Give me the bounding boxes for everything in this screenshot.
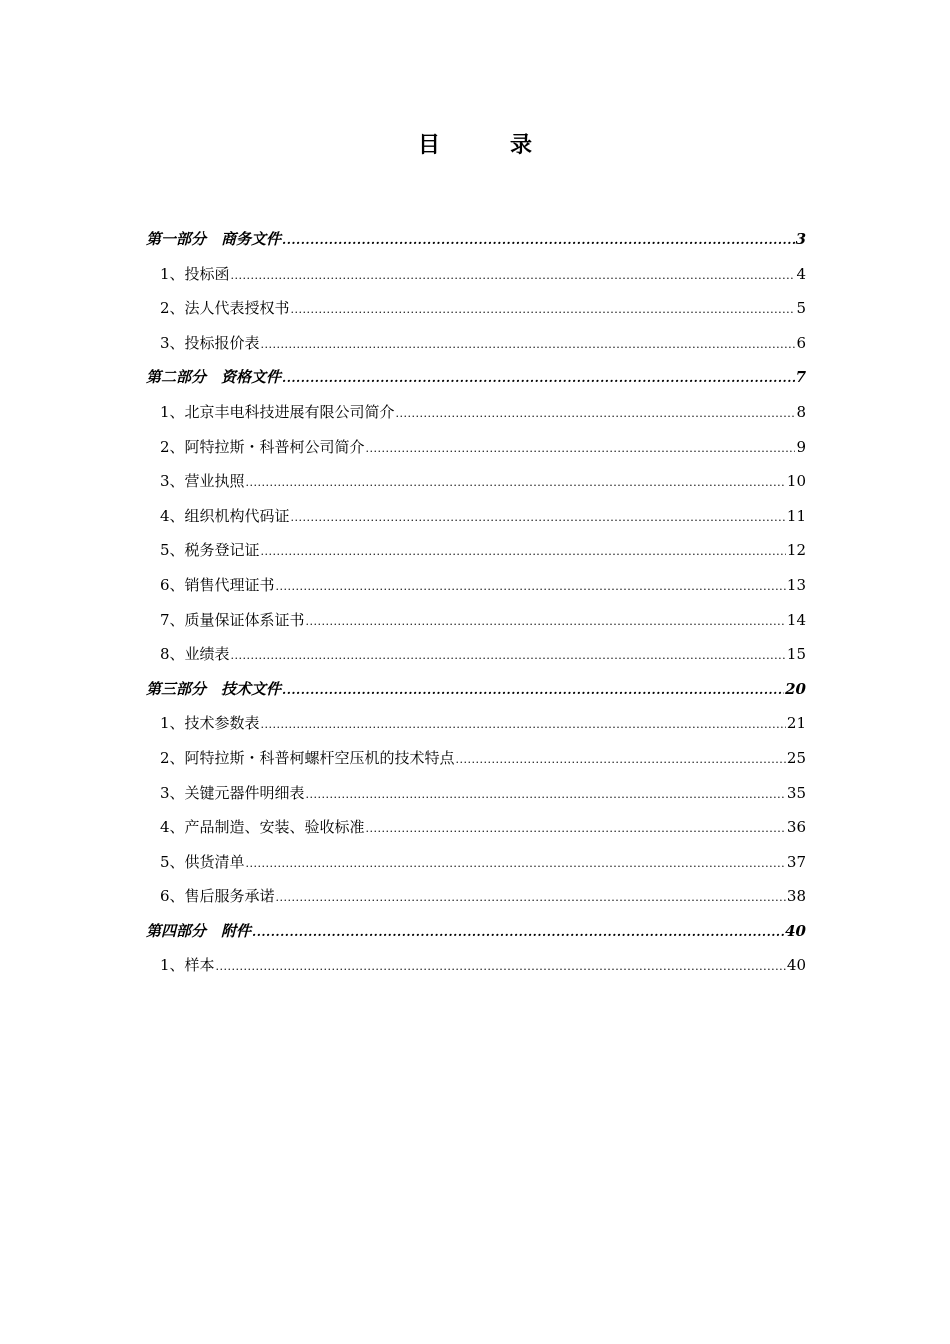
toc-page-number: 35 <box>786 783 806 802</box>
toc-dot-leader <box>261 708 786 743</box>
toc-part-entry[interactable] <box>146 360 806 395</box>
toc-dot-leader <box>396 397 796 432</box>
toc-dot-leader <box>246 466 786 501</box>
toc-dot-leader <box>282 223 795 258</box>
toc-item-entry[interactable] <box>146 499 806 534</box>
toc-item-entry[interactable] <box>146 291 806 326</box>
toc-dot-leader <box>246 847 786 882</box>
toc-item-entry[interactable] <box>146 637 806 672</box>
toc-entry-label: 第三部分 技术文件 <box>146 679 282 698</box>
toc-dot-leader <box>216 950 786 985</box>
toc-entry-label: 3、投标报价表 <box>160 333 260 352</box>
toc-page-number: 40 <box>786 956 806 975</box>
toc-entry-label: 2、阿特拉斯・科普柯公司简介 <box>160 437 365 456</box>
toc-page-number: 40 <box>785 921 806 940</box>
toc-page-number: 12 <box>786 541 806 560</box>
toc-item-entry[interactable] <box>146 533 806 568</box>
toc-dot-leader <box>231 639 786 674</box>
toc-entry-label: 3、营业执照 <box>160 472 245 491</box>
toc-entry-label: 1、投标函 <box>160 264 230 283</box>
toc-entry-label: 1、技术参数表 <box>160 714 260 733</box>
toc-page-number: 38 <box>786 887 806 906</box>
toc-dot-leader <box>366 812 786 847</box>
toc-item-entry[interactable] <box>146 810 806 845</box>
toc-entry-label: 4、产品制造、安装、验收标准 <box>160 818 365 837</box>
toc-page-number: 11 <box>786 506 806 525</box>
toc-entry-label: 第四部分 附件 <box>146 921 252 940</box>
toc-page-number: 10 <box>786 472 806 491</box>
toc-entry-label: 1、样本 <box>160 956 215 975</box>
toc-item-entry[interactable] <box>146 845 806 880</box>
toc-page-number: 25 <box>786 748 806 767</box>
toc-entry-label: 5、供货清单 <box>160 852 245 871</box>
table-of-contents <box>146 222 806 983</box>
toc-page-number: 13 <box>786 575 806 594</box>
toc-dot-leader <box>282 673 784 708</box>
toc-item-entry[interactable] <box>146 948 806 983</box>
toc-item-entry[interactable] <box>146 879 806 914</box>
toc-dot-leader <box>306 605 786 640</box>
toc-page-number: 7 <box>795 368 806 387</box>
page-title: 目 录 <box>417 132 556 158</box>
toc-item-entry[interactable] <box>146 741 806 776</box>
toc-entry-label: 4、组织机构代码证 <box>160 506 290 525</box>
toc-dot-leader <box>276 881 786 916</box>
toc-dot-leader <box>291 501 786 536</box>
toc-entry-label: 7、质量保证体系证书 <box>160 610 305 629</box>
toc-page-number: 8 <box>796 402 806 421</box>
toc-dot-leader <box>231 259 796 294</box>
toc-page-number: 36 <box>786 818 806 837</box>
toc-page-number: 21 <box>786 714 806 733</box>
toc-page-number: 4 <box>796 264 806 283</box>
toc-dot-leader <box>261 328 796 363</box>
toc-entry-label: 2、法人代表授权书 <box>160 299 290 318</box>
toc-page-number: 20 <box>785 679 806 698</box>
toc-page-number: 5 <box>796 299 806 318</box>
toc-page-number: 37 <box>786 852 806 871</box>
toc-entry-label: 5、税务登记证 <box>160 541 260 560</box>
toc-dot-leader <box>276 570 786 605</box>
toc-dot-leader <box>366 432 796 467</box>
toc-page-number: 14 <box>786 610 806 629</box>
toc-page-number: 3 <box>795 230 806 248</box>
toc-part-entry[interactable] <box>146 914 806 949</box>
toc-entry-label: 第二部分 资格文件 <box>146 368 282 387</box>
toc-dot-leader <box>456 743 786 778</box>
toc-item-entry[interactable] <box>146 257 806 292</box>
toc-entry-label: 第一部分 商务文件 <box>146 230 282 248</box>
toc-page-number: 6 <box>796 333 806 352</box>
toc-item-entry[interactable] <box>146 568 806 603</box>
toc-dot-leader <box>306 778 786 813</box>
toc-part-entry[interactable] <box>146 222 806 257</box>
toc-dot-leader <box>291 293 796 328</box>
toc-part-entry[interactable] <box>146 672 806 707</box>
toc-page-number: 15 <box>786 645 806 664</box>
toc-dot-leader <box>282 361 795 396</box>
toc-entry-label: 1、北京丰电科技进展有限公司简介 <box>160 402 395 421</box>
toc-entry-label: 2、阿特拉斯・科普柯螺杆空压机的技术特点 <box>160 748 455 767</box>
toc-page-number: 9 <box>796 437 806 456</box>
toc-item-entry[interactable] <box>146 395 806 430</box>
toc-entry-label: 6、售后服务承诺 <box>160 887 275 906</box>
toc-item-entry[interactable] <box>146 464 806 499</box>
toc-dot-leader <box>252 915 784 950</box>
toc-item-entry[interactable] <box>146 706 806 741</box>
toc-item-entry[interactable] <box>146 776 806 811</box>
toc-item-entry[interactable] <box>146 603 806 638</box>
toc-entry-label: 3、关键元器件明细表 <box>160 783 305 802</box>
toc-item-entry[interactable] <box>146 430 806 465</box>
toc-entry-label: 8、业绩表 <box>160 645 230 664</box>
toc-item-entry[interactable] <box>146 326 806 361</box>
toc-dot-leader <box>261 535 786 570</box>
toc-entry-label: 6、销售代理证书 <box>160 575 275 594</box>
